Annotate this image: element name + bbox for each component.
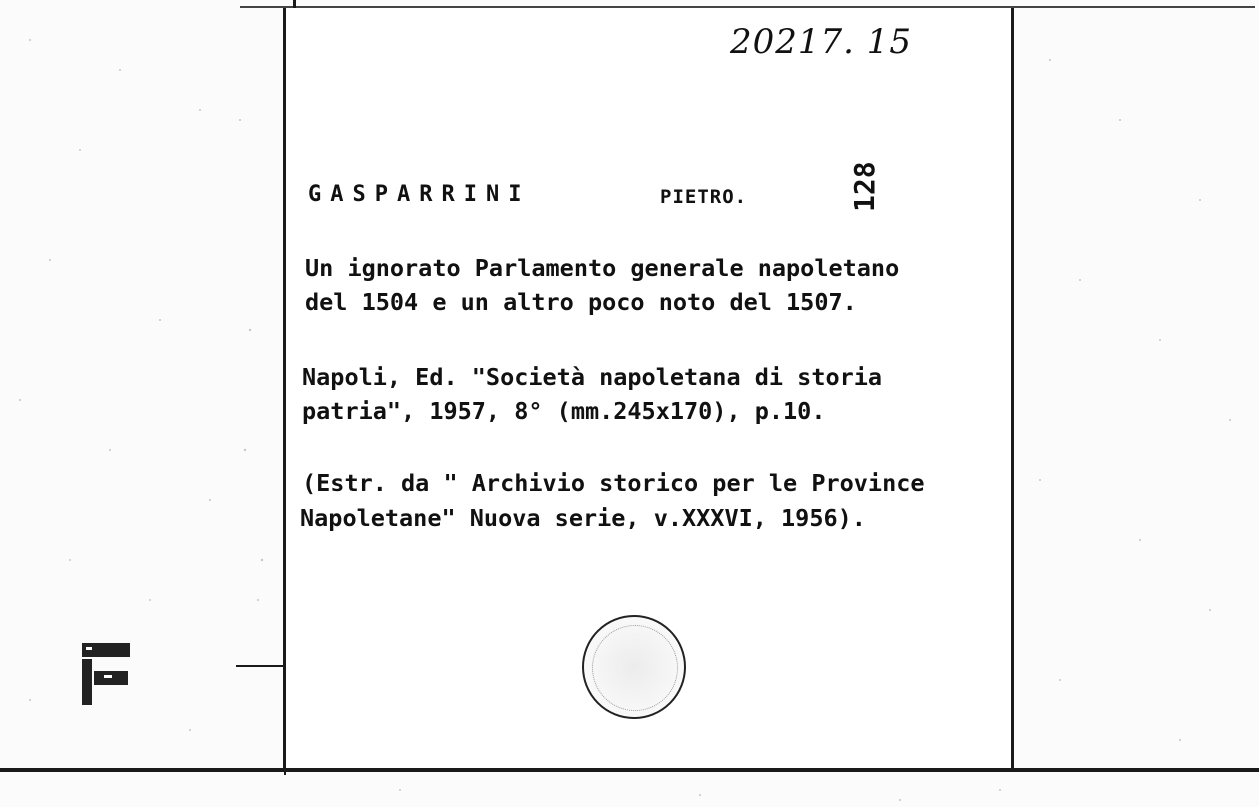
shelf-number: 128 (848, 161, 881, 212)
imprint-line-1: Napoli, Ed. "Società napoletana di storia (302, 363, 883, 391)
note-line-1: (Estr. da " Archivio storico per le Province (302, 469, 925, 497)
title-line-2: del 1504 e un altro poco noto del 1507. (305, 288, 857, 316)
library-stamp-inner-ring (592, 625, 678, 711)
inventory-number: 20217. 15 (730, 22, 913, 62)
note-line-2: Napoletane" Nuova serie, v.XXXVI, 1956). (300, 504, 866, 532)
imprint-line-2: patria", 1957, 8° (mm.245x170), p.10. (302, 397, 826, 425)
author-surname: GASPARRINI (308, 182, 531, 207)
library-stamp (582, 615, 686, 719)
corner-smudge-mark (80, 641, 130, 707)
card-corner-edge (236, 665, 286, 775)
author-first-name: PIETRO. (660, 186, 748, 208)
title-line-1: Un ignorato Parlamento generale napoletano (305, 254, 900, 282)
card-bottom-edge (0, 768, 1259, 772)
